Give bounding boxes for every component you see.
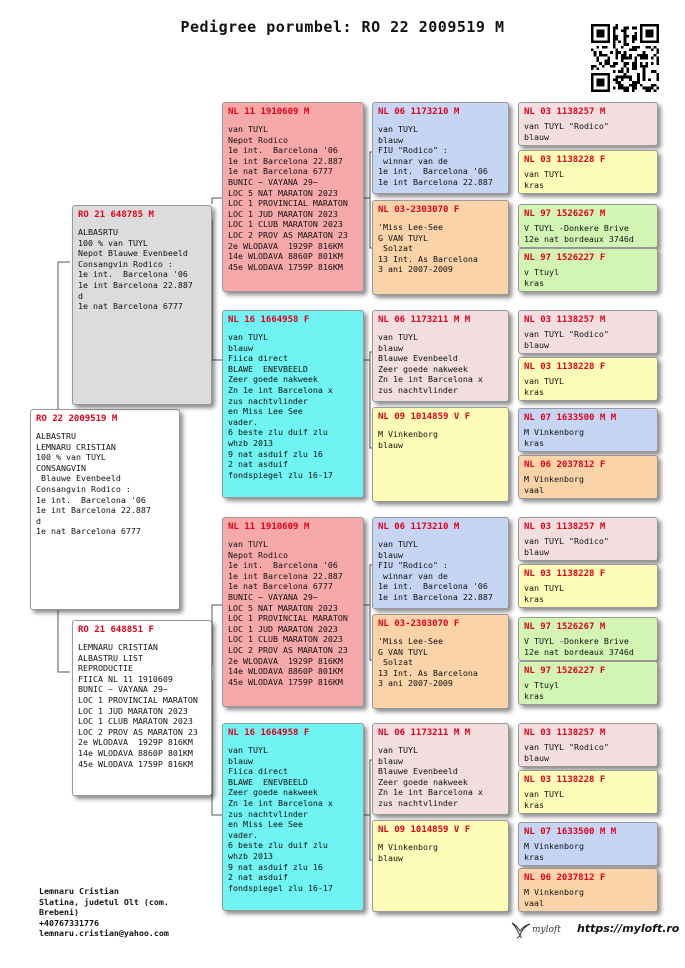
pedigree-line: 6 beste zlu duif zlu [228, 840, 328, 851]
ring-number: NL 06 1173210 M [378, 522, 460, 532]
pedigree-line: 1e int. Barcelona '06 [36, 494, 146, 505]
website-link[interactable]: https://myloft.ro [577, 922, 680, 935]
pedigree-line: Blauwe Evenbeeld [378, 353, 458, 364]
pedigree-line: blauw [378, 439, 403, 450]
pedigree-line: 1e int Barcelona 22.887 [78, 279, 193, 290]
pedigree-line: LOC 1 CLUB MARATON 2023 [78, 716, 193, 727]
ring-number: NL 06 1173210 M [378, 107, 460, 117]
ring-number: NL 06 1173211 M M [378, 315, 471, 325]
ring-number: NL 03-2303070 F [378, 205, 460, 215]
pedigree-line: blauw [378, 549, 403, 560]
pedigree-line: M Vinkenborg [524, 841, 584, 851]
gen4-ancestor-card[interactable] [518, 868, 658, 912]
ring-number: NL 06 2037812 F [524, 873, 606, 883]
pedigree-line: REPRODUCTIE [78, 663, 133, 674]
grandsire-card[interactable] [222, 102, 364, 292]
pedigree-line: BLAWE ENEVBEELD [228, 363, 308, 374]
pedigree-line: M Vinkenborg [378, 842, 438, 852]
logo-text: myloft [532, 925, 561, 935]
pedigree-line: LOC 1 PROVINCIAL MARATON [78, 694, 198, 705]
pedigree-line: 'Miss Lee-See [378, 636, 443, 646]
pedigree-line: 14e WLODAVA 8860P 801KM [78, 747, 193, 758]
pedigree-line: v Ttuyl [524, 680, 559, 690]
pedigree-line: Zn 1e int Barcelona x [228, 797, 333, 808]
pedigree-line: 13 Int. As Barcelona [378, 667, 478, 678]
pedigree-line: 1e int Barcelona 22.887 [378, 591, 493, 602]
pedigree-line: LOC 1 CLUB MARATON 2023 [228, 219, 343, 230]
gen4-ancestor-card[interactable] [518, 204, 658, 248]
ring-number: NL 03 1138228 F [524, 569, 606, 579]
pedigree-line: 12e nat bordeaux 3746d [524, 646, 634, 657]
pedigree-line: winnar van de [378, 155, 448, 166]
grandsire-card[interactable] [222, 517, 364, 707]
pedigree-line: LOC 1 JUD MARATON 2023 [78, 705, 188, 716]
pedigree-line: whzb 2013 [228, 437, 273, 448]
great-grandparent-card[interactable] [372, 820, 509, 912]
ring-number: NL 97 1526227 F [524, 253, 606, 263]
pedigree-line: van TUYL [228, 332, 268, 342]
pedigree-line: 2 nat asduif [228, 459, 288, 470]
gen4-ancestor-card[interactable] [518, 455, 658, 499]
pedigree-line: 100 % van TUYL [78, 237, 148, 248]
pedigree-line: 2 nat asduif [228, 872, 288, 883]
ring-number: NL 03 1138257 M [524, 728, 606, 738]
pedigree-line: LEMNARU CRISTIAN [78, 642, 158, 652]
pedigree-line: LOC 2 PROV AS MARATON 23 [78, 726, 198, 737]
gen4-ancestor-card[interactable] [518, 770, 658, 814]
pedigree-line: blauw [378, 755, 403, 766]
ring-number: RO 22 2009519 M [36, 414, 118, 424]
pedigree-line: blauw [378, 134, 403, 145]
pedigree-line: Consangvin Rodico : [36, 483, 131, 494]
pedigree-line: 'Miss Lee-See [378, 222, 443, 232]
ring-number: NL 97 1526267 M [524, 622, 606, 632]
pedigree-line: 1e int. Barcelona '06 [78, 269, 188, 280]
pedigree-line: Blauwe Evenbeeld [36, 473, 121, 484]
pedigree-line: 1e int Barcelona 22.887 [228, 570, 343, 581]
pedigree-line: kras [524, 179, 544, 190]
pedigree-line: vader. [228, 829, 258, 840]
subject-card[interactable] [30, 409, 180, 610]
qr-code-icon [591, 24, 659, 92]
pedigree-line: zus nachtvlinder [378, 797, 458, 808]
pedigree-line: 1e int. Barcelona '06 [378, 581, 488, 592]
ring-number: NL 97 1526267 M [524, 209, 606, 219]
pedigree-line: blauw [228, 755, 253, 766]
pedigree-line: d [78, 290, 83, 301]
ring-number: NL 03 1138257 M [524, 107, 606, 117]
pedigree-line: 2e WLODAVA 1929P 816KM [78, 737, 193, 748]
ring-number: NL 03 1138228 F [524, 775, 606, 785]
pedigree-line: van TUYL "Rodico" [524, 121, 609, 131]
pedigree-line: Zeer goede nakweek [228, 787, 318, 798]
pedigree-line: 1e int. Barcelona '06 [228, 145, 338, 156]
great-grandparent-card[interactable] [372, 102, 509, 194]
pedigree-line: vaal [524, 897, 544, 908]
pedigree-line: van TUYL [524, 789, 564, 799]
gen4-ancestor-card[interactable] [518, 723, 658, 767]
pedigree-line: 9 nat asduif zlu 16 [228, 448, 323, 459]
pedigree-line: LOC 2 PROV AS MARATON 23 [228, 644, 348, 655]
pedigree-line: BUNIC ~ VAYANA 29~ [228, 591, 318, 602]
pedigree-line: 9 nat asduif zlu 16 [228, 861, 323, 872]
gen4-ancestor-card[interactable] [518, 102, 658, 146]
great-grandparent-card[interactable] [372, 614, 509, 709]
pedigree-line: 1e nat Barcelona 6777 [228, 166, 333, 177]
ring-number: NL 03 1138228 F [524, 362, 606, 372]
pedigree-line: 1e int Barcelona 22.887 [228, 155, 343, 166]
great-grandparent-card[interactable] [372, 723, 509, 815]
gen4-ancestor-card[interactable] [518, 822, 658, 866]
great-grandparent-card[interactable] [372, 200, 509, 295]
pedigree-line: blauw [524, 131, 549, 142]
breeder-name: Lemnaru Cristian [39, 886, 119, 896]
pedigree-line: Nepot Rodico [228, 549, 288, 560]
pedigree-line: van TUYL [378, 539, 418, 549]
page-title: Pedigree porumbel: RO 22 2009519 M [180, 18, 505, 36]
ring-number: NL 06 1173211 M M [378, 728, 471, 738]
pedigree-line: 6 beste zlu duif zlu [228, 427, 328, 438]
pedigree-line: 1e int. Barcelona '06 [228, 560, 338, 571]
pedigree-line: Solzat [378, 657, 413, 668]
ring-number: NL 11 1910609 M [228, 107, 310, 117]
pedigree-line: kras [524, 799, 544, 810]
pedigree-line: van TUYL "Rodico" [524, 742, 609, 752]
pedigree-line: 12e nat bordeaux 3746d [524, 233, 634, 244]
pedigree-line: Solzat [378, 243, 413, 254]
pedigree-line: vader. [228, 416, 258, 427]
pedigree-line: 45e WLODAVA 1759P 816KM [228, 261, 343, 272]
pedigree-line: LOC 1 JUD MARATON 2023 [228, 623, 338, 634]
pedigree-line: whzb 2013 [228, 850, 273, 861]
pedigree-line: FIU "Rodico" : [378, 560, 448, 571]
pedigree-line: 45e WLODAVA 1759P 816KM [78, 758, 193, 769]
pedigree-line: blauw [524, 339, 549, 350]
granddam-card[interactable] [222, 310, 364, 498]
pedigree-line: kras [524, 437, 544, 448]
pedigree-line: van TUYL "Rodico" [524, 536, 609, 546]
gen4-ancestor-card[interactable] [518, 517, 658, 561]
great-grandparent-card[interactable] [372, 517, 509, 609]
pedigree-line: van TUYL [378, 332, 418, 342]
great-grandparent-card[interactable] [372, 407, 509, 502]
ring-number: NL 11 1910609 M [228, 522, 310, 532]
gen4-ancestor-card[interactable] [518, 248, 658, 292]
pedigree-line: en Miss Lee See [228, 819, 303, 830]
pedigree-line: zus nachtvlinder [228, 808, 308, 819]
pedigree-line: LOC 1 JUD MARATON 2023 [228, 208, 338, 219]
pedigree-line: M Vinkenborg [524, 474, 584, 484]
pedigree-line: 2e WLODAVA 1929P 816KM [228, 240, 343, 251]
pedigree-line: van TUYL [524, 169, 564, 179]
pedigree-line: 14e WLODAVA 8860P 801KM [228, 666, 343, 677]
pedigree-line: 1e nat Barcelona 6777 [78, 301, 183, 312]
pedigree-line: kras [524, 593, 544, 604]
pedigree-line: 1e nat Barcelona 6777 [228, 581, 333, 592]
pedigree-line: Nepot Blauwe Evenbeeld [78, 248, 188, 259]
pedigree-line: Zn 1e int Barcelona x [228, 384, 333, 395]
pedigree-line: 1e int Barcelona 22.887 [378, 176, 493, 187]
pedigree-line: G VAN TUYL [378, 646, 428, 657]
ring-number: NL 09 1014859 V F [378, 825, 471, 835]
pedigree-line: van TUYL [228, 124, 268, 134]
pedigree-line: blauw [228, 342, 253, 353]
ring-number: NL 03-2303070 F [378, 619, 460, 629]
pedigree-line: BLAWE ENEVBEELD [228, 776, 308, 787]
pedigree-line: van TUYL [228, 539, 268, 549]
pedigree-line: ALBASTRU [36, 431, 76, 441]
pedigree-line: Zn 1e int Barcelona x [378, 374, 483, 385]
gen4-ancestor-card[interactable] [518, 617, 658, 661]
pedigree-line: M Vinkenborg [524, 887, 584, 897]
pedigree-line: blauw [524, 546, 549, 557]
dam-card[interactable] [72, 620, 212, 796]
pedigree-line: vaal [524, 484, 544, 495]
pedigree-line: Blauwe Evenbeeld [378, 766, 458, 777]
breeder-email[interactable]: lemnaru.cristian@yahoo.com [39, 928, 169, 939]
pedigree-line: zus nachtvlinder [228, 395, 308, 406]
pedigree-line: kras [524, 690, 544, 701]
pedigree-line: LOC 1 CLUB MARATON 2023 [228, 634, 343, 645]
pedigree-line: FIICA NL 11 1910609 [78, 673, 173, 684]
pedigree-line: blauw [378, 852, 403, 863]
pedigree-line: van TUYL "Rodico" [524, 329, 609, 339]
pedigree-line: Zeer goede nakweek [378, 776, 468, 787]
ring-number: NL 07 1633500 M M [524, 413, 617, 423]
pedigree-line: 45e WLODAVA 1759P 816KM [228, 676, 343, 687]
pedigree-line: G VAN TUYL [378, 232, 428, 243]
gen4-ancestor-card[interactable] [518, 357, 658, 401]
pedigree-line: 13 Int. As Barcelona [378, 253, 478, 264]
granddam-card[interactable] [222, 723, 364, 911]
pedigree-line: blauw [378, 342, 403, 353]
pedigree-line: d [36, 515, 41, 526]
ring-number: NL 16 1664958 F [228, 315, 310, 325]
gen4-ancestor-card[interactable] [518, 661, 658, 705]
pedigree-line: winnar van de [378, 570, 448, 581]
pedigree-line: en Miss Lee See [228, 406, 303, 417]
pedigree-line: 1e int. Barcelona '06 [378, 166, 488, 177]
ring-number: RO 21 648785 M [78, 210, 154, 220]
great-grandparent-card[interactable] [372, 310, 509, 402]
pedigree-line: LOC 2 PROV AS MARATON 23 [228, 229, 348, 240]
ring-number: NL 03 1138228 F [524, 155, 606, 165]
ring-number: NL 97 1526227 F [524, 666, 606, 676]
pedigree-line: 3 ani 2007-2009 [378, 264, 453, 275]
pedigree-line: van TUYL [524, 583, 564, 593]
pedigree-line: Fiica direct [228, 353, 288, 364]
pedigree-line: FIU "Rodico" : [378, 145, 448, 156]
pedigree-line: Nepot Rodico [228, 134, 288, 145]
gen4-ancestor-card[interactable] [518, 310, 658, 354]
pedigree-line: 1e int Barcelona 22.887 [36, 505, 151, 516]
gen4-ancestor-card[interactable] [518, 150, 658, 194]
myloft-bird-logo-icon [508, 917, 570, 939]
pedigree-line: van TUYL [378, 745, 418, 755]
pedigree-line: zus nachtvlinder [378, 384, 458, 395]
pedigree-line: Zeer goede nakweek [378, 363, 468, 374]
pedigree-line: BUNIC ~ VAYANA 29~ [228, 176, 318, 187]
pedigree-line: LOC 1 PROVINCIAL MARATON [228, 198, 348, 209]
pedigree-line: LOC 5 NAT MARATON 2023 [228, 187, 338, 198]
pedigree-line: M Vinkenborg [378, 429, 438, 439]
pedigree-line: v Ttuyl [524, 267, 559, 277]
pedigree-line: 2e WLODAVA 1929P 816KM [228, 655, 343, 666]
pedigree-line: ALBASRTU [78, 227, 118, 237]
pedigree-line: kras [524, 277, 544, 288]
ring-number: NL 06 2037812 F [524, 460, 606, 470]
breeder-phone: +40767331776 [39, 917, 99, 928]
pedigree-line: Zeer goede nakweek [228, 374, 318, 385]
pedigree-line: fondspiegel zlu 16-17 [228, 469, 333, 480]
sire-card[interactable] [72, 205, 212, 405]
pedigree-line: 1e nat Barcelona 6777 [36, 526, 141, 537]
pedigree-line: Fiica direct [228, 766, 288, 777]
pedigree-line: V TUYL -Donkere Brive [524, 223, 629, 233]
ring-number: NL 09 1014859 V F [378, 412, 471, 422]
pedigree-line: V TUYL -Donkere Brive [524, 636, 629, 646]
pedigree-line: CONSANGVIN [36, 462, 86, 473]
pedigree-line: LEMNARU CRISTIAN [36, 441, 116, 452]
pedigree-line: ALBASTRU LIST [78, 652, 143, 663]
pedigree-line: kras [524, 386, 544, 397]
pedigree-line: M Vinkenborg [524, 427, 584, 437]
breeder-address-2: Brebeni) [39, 907, 79, 918]
pedigree-line: Consangvin Rodico : [78, 258, 173, 269]
breeder-contact [39, 886, 169, 939]
ring-number: NL 07 1633500 M M [524, 827, 617, 837]
pedigree-line: fondspiegel zlu 16-17 [228, 882, 333, 893]
pedigree-line: van TUYL [524, 376, 564, 386]
pedigree-line: kras [524, 851, 544, 862]
pedigree-line: Zn 1e int Barcelona x [378, 787, 483, 798]
pedigree-line: 14e WLODAVA 8860P 801KM [228, 251, 343, 262]
ring-number: NL 03 1138257 M [524, 315, 606, 325]
pedigree-line: LOC 1 PROVINCIAL MARATON [228, 613, 348, 624]
gen4-ancestor-card[interactable] [518, 564, 658, 608]
breeder-address: Slatina, judetul Olt (com. [39, 896, 169, 907]
pedigree-line: 100 % van TUYL [36, 452, 106, 463]
pedigree-line: LOC 5 NAT MARATON 2023 [228, 602, 338, 613]
pedigree-line: van TUYL [228, 745, 268, 755]
pedigree-line: BUNIC ~ VAYANA 29~ [78, 684, 168, 695]
ring-number: RO 21 648851 F [78, 625, 154, 635]
ring-number: NL 16 1664958 F [228, 728, 310, 738]
pedigree-line: blauw [524, 752, 549, 763]
pedigree-line: van TUYL [378, 124, 418, 134]
pedigree-line: 3 ani 2007-2009 [378, 678, 453, 689]
gen4-ancestor-card[interactable] [518, 408, 658, 452]
ring-number: NL 03 1138257 M [524, 522, 606, 532]
